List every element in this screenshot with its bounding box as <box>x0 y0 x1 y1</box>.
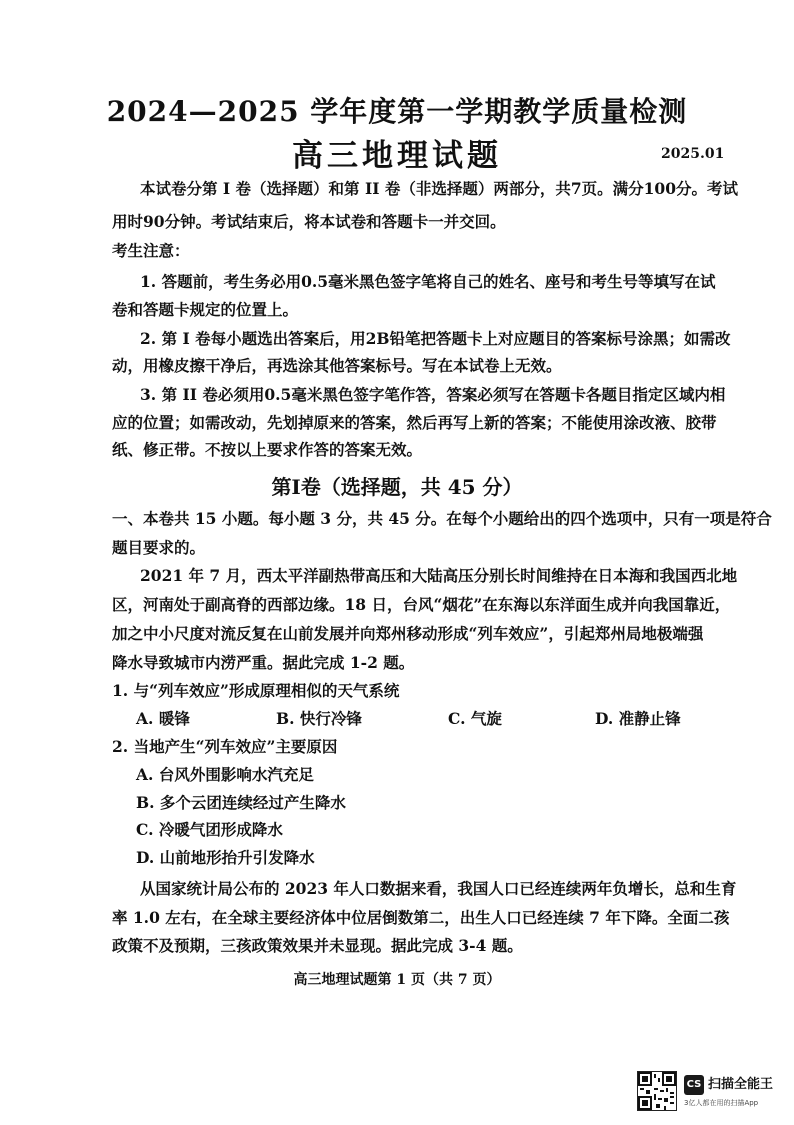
intro-line-2: 用时90分钟。考试结束后，将本试卷和答题卡一并交回。 <box>112 212 506 231</box>
notice-item-3-line-3: 纸、修正带。不按以上要求作答的答案无效。 <box>112 440 423 459</box>
notice-item-3-line-1: 3. 第 II 卷必须用0.5毫米黑色签字笔作答，答案必须写在答题卡各题目指定区域内相 <box>140 385 726 404</box>
question-2-option-d: D. 山前地形抬升引发降水 <box>136 848 315 867</box>
question-1-stem: 1. 与“列车效应”形成原理相似的天气系统 <box>112 681 400 700</box>
question-2-option-a: A. 台风外围影响水汽充足 <box>136 765 314 784</box>
question-1-option-c: C. 气旋 <box>448 709 502 728</box>
notice-item-1-line-1: 1. 答题前，考生务必用0.5毫米黑色签字笔将自己的姓名、座号和考生号等填写在试 <box>140 272 716 291</box>
passage-1-line-1: 2021 年 7 月，西太平洋副热带高压和大陆高压分别长时间维持在日本海和我国西北地 <box>140 566 738 585</box>
page-footer: 高三地理试题第 1 页（共 7 页） <box>293 972 501 988</box>
section-1-instructions-line-2: 题目要求的。 <box>112 538 206 557</box>
passage-2-line-3: 政策不及预期，三孩政策效果并未显现。据此完成 3-4 题。 <box>112 936 523 955</box>
intro-line-1: 本试卷分第 I 卷（选择题）和第 II 卷（非选择题）两部分，共7页。满分100分。考试 <box>140 179 738 198</box>
camscanner-name: 扫描全能王 <box>708 1077 774 1092</box>
notice-item-3-line-2: 应的位置；如需改动，先划掉原来的答案，然后再写上新的答案；不能使用涂改液、胶带 <box>112 413 717 432</box>
passage-1-line-4: 降水导致城市内涝严重。据此完成 1-2 题。 <box>112 653 415 672</box>
exam-date: 2025.01 <box>661 146 725 162</box>
exam-title-sub: 高三地理试题 <box>292 138 502 174</box>
camscanner-logo-icon: CS <box>684 1075 704 1095</box>
question-2-option-b: B. 多个云团连续经过产生降水 <box>136 793 346 812</box>
notice-item-2-line-1: 2. 第 I 卷每小题选出答案后，用2B铅笔把答题卡上对应题目的答案标号涂黑；如需改 <box>140 329 731 348</box>
camscanner-tagline: 3亿人都在用的扫描App <box>684 1099 759 1107</box>
passage-1-line-3: 加之中小尺度对流反复在山前发展并向郑州移动形成“列车效应”，引起郑州局地极端强 <box>112 624 704 643</box>
notice-heading: 考生注意： <box>112 241 190 260</box>
notice-item-1-line-2: 卷和答题卡规定的位置上。 <box>112 300 299 319</box>
exam-title-main: 2024—2025 学年度第一学期教学质量检测 <box>106 95 688 128</box>
question-2-option-c: C. 冷暖气团形成降水 <box>136 820 283 839</box>
question-2-stem: 2. 当地产生“列车效应”主要原因 <box>112 737 338 756</box>
question-1-option-d: D. 准静止锋 <box>595 709 681 728</box>
passage-2-line-1: 从国家统计局公布的 2023 年人口数据来看，我国人口已经连续两年负增长，总和生育 <box>140 879 737 898</box>
notice-item-2-line-2: 动，用橡皮擦干净后，再选涂其他答案标号。写在本试卷上无效。 <box>112 356 562 375</box>
section-1-instructions-line-1: 一、本卷共 15 小题。每小题 3 分，共 45 分。在每个小题给出的四个选项中，只有一项是符合 <box>112 509 772 528</box>
qr-code-icon <box>637 1071 677 1111</box>
passage-1-line-2: 区，河南处于副高脊的西部边缘。18 日，台风“烟花”在东海以东洋面生成并向我国靠近， <box>112 595 731 614</box>
section-1-title: 第Ⅰ卷（选择题，共 45 分） <box>271 475 523 499</box>
passage-2-line-2: 率 1.0 左右，在全球主要经济体中位居倒数第二，出生人口已经连续 7 年下降。全面二孩 <box>112 908 730 927</box>
question-1-option-b: B. 快行冷锋 <box>276 709 362 728</box>
question-1-option-a: A. 暖锋 <box>136 709 190 728</box>
